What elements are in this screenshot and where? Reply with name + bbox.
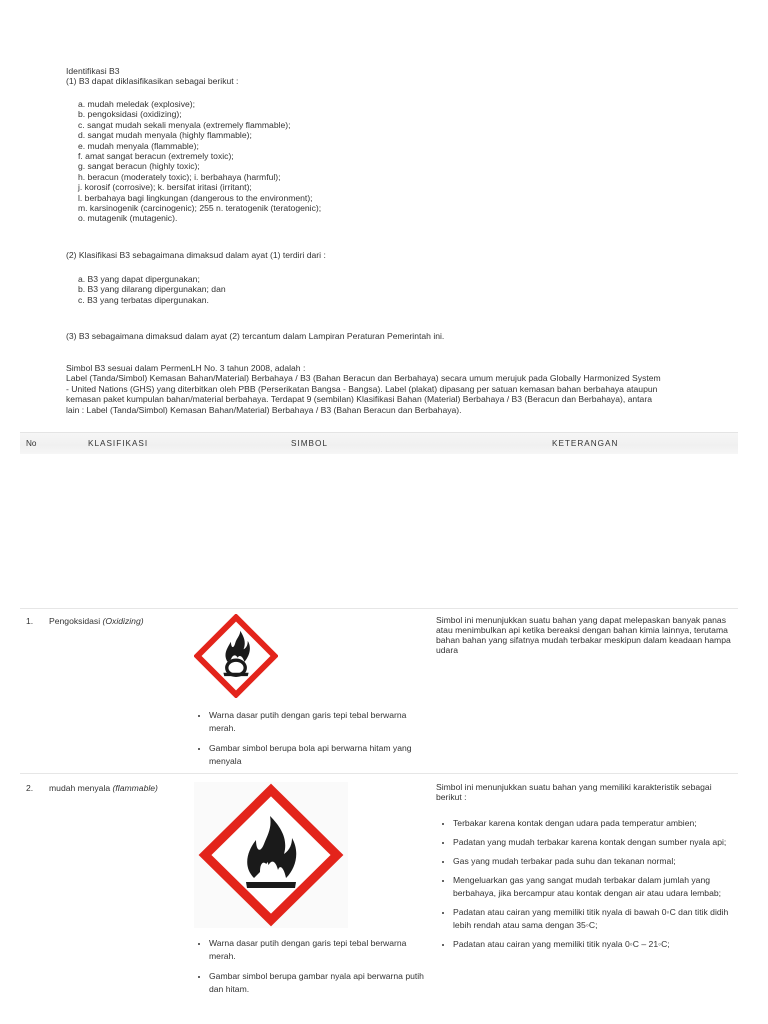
classification-list [66,99,726,224]
header-no: No [26,439,37,448]
description-item: • Mengeluarkan gas yang sangat mudah terbakar dalam jumlah yang berbahaya, jika bercampur atau kontak dengan air atau udara lembab; [453,874,736,900]
symbol-note: • Gambar simbol berupa gambar nyala api berwarna putih dan hitam. [209,970,428,996]
symbol-note: • Warna dasar putih dengan garis tepi tebal berwarna merah. [209,937,428,963]
description-item: • Gas yang mudah terbakar pada suhu dan tekanan normal; [453,855,736,868]
classification-label: mudah menyala [49,783,113,793]
p4-line: lain : Label (Tanda/Simbol) Kemasan Bahan/Material) Berbahaya / B3 (Bahan Beracun dan Berbahaya). [66,404,462,415]
classification-item: m. karsinogenik (carcinogenic); 255 n. teratogenik (teratogenic); [78,203,322,214]
header-keterangan: KETERANGAN [552,439,619,448]
classification-english: (flammable) [112,783,158,793]
intro-section [66,66,726,87]
symbol-note: • Gambar simbol berupa bola api berwarna hitam yang menyala [209,742,428,768]
classification-english: (Oxidizing) [102,616,144,626]
flame-icon [194,782,348,928]
oxidizer-symbol [194,614,278,698]
p4-line: kemasan paket kumpulan bahan/material berbahaya. Terdapat 9 (sembilan) Klasifikasi Bahan (Material) Berbahaya / B3 (Beracun dan Berbahaya), antara [66,394,652,405]
classification-item: e. mudah menyala (flammable); [78,140,199,151]
usage-item: a. B3 yang dapat dipergunakan; [78,274,200,284]
classification-item: l. berbahaya bagi lingkungan (dangerous to the environment); [78,192,313,203]
header-klasifikasi: KLASIFIKASI [88,439,149,448]
symbol-notes [192,937,428,1003]
description-item: • Padatan atau cairan yang memiliki titik nyala di bawah 0◦C dan titik didih lebih rendah atau sama dengan 35◦C; [453,906,736,932]
description-intro: Simbol ini menunjukkan suatu bahan yang memiliki karakteristik sebagai berikut : [436,782,712,802]
classification-item: j. korosif (corrosive); k. bersifat iritasi (irritant); [78,182,252,193]
table-row [20,773,738,1014]
header-simbol: SIMBOL [291,439,328,448]
flammable-symbol [194,782,348,928]
row-classification [49,616,144,626]
description-item: • Terbakar karena kontak dengan udara pada temperatur ambien; [453,817,736,830]
classification-item: a. mudah meledak (explosive); [78,99,196,109]
flame-over-circle-icon [194,614,278,698]
usage-list [66,274,726,305]
row-number: 1. [26,616,34,626]
usage-item: c. B3 yang terbatas dipergunakan. [78,294,209,305]
paragraph-4 [66,363,726,415]
classification-item: f. amat sangat beracun (extremely toxic); [78,151,234,162]
section-title: Identifikasi B3 [66,66,120,76]
p4-line: Label (Tanda/Simbol) Kemasan Bahan/Material) Berbahaya / B3 (Bahan Beracun dan Berbahaya) secara umum merujuk pada Globally Harmonized System [66,373,661,384]
description-item: • Padatan yang mudah terbakar karena kontak dengan sumber nyala api; [453,836,736,849]
classification-item: g. sangat beracun (highly toxic); [78,161,200,172]
row-classification [49,783,158,793]
paragraph-2: (2) Klasifikasi B3 sebagaimana dimaksud dalam ayat (1) terdiri dari : [66,250,326,260]
symbol-note: • Warna dasar putih dengan garis tepi tebal berwarna merah. [209,709,428,735]
symbol-notes [192,709,428,775]
row-description: Simbol ini menunjukkan suatu bahan yang dapat melepaskan banyak panas atau menimbulkan api ketika bereaksi dengan bahan kimia lainnya, terutama bahan bahan yang sifatnya mudah terbakar meskipun dalam keadaan hampa udara [436,615,731,655]
classification-item: b. pengoksidasi (oxidizing); [78,109,182,120]
row-number: 2. [26,783,34,793]
table-header [20,432,738,454]
classification-item: d. sangat mudah menyala (highly flammable); [78,130,252,141]
p4-line: - United Nations (GHS) yang diterbitkan oleh PBB (Perserikatan Bangsa - Bangsa). Label (plakat) dipasang per satuan kemasan bahan berbahaya ataupun [66,383,658,394]
classification-label: Pengoksidasi [49,616,103,626]
p4-line: Simbol B3 sesuai dalam PermenLH No. 3 tahun 2008, adalah : [66,363,306,373]
paragraph-3: (3) B3 sebagaimana dimaksud dalam ayat (2) tercantum dalam Lampiran Peraturan Pemerintah ini. [66,331,445,341]
table-row [20,608,738,774]
classification-item: h. beracun (moderately toxic); i. berbahaya (harmful); [78,171,281,182]
classification-item: c. sangat mudah sekali menyala (extremely flammable); [78,119,291,130]
row-description [436,782,736,957]
paragraph-1: (1) B3 dapat diklasifikasikan sebagai berikut : [66,76,239,87]
description-item: • Padatan atau cairan yang memiliki titik nyala 0◦C – 21◦C; [453,938,736,951]
usage-item: b. B3 yang dilarang dipergunakan; dan [78,284,226,295]
classification-item: o. mutagenik (mutagenic). [78,213,178,224]
